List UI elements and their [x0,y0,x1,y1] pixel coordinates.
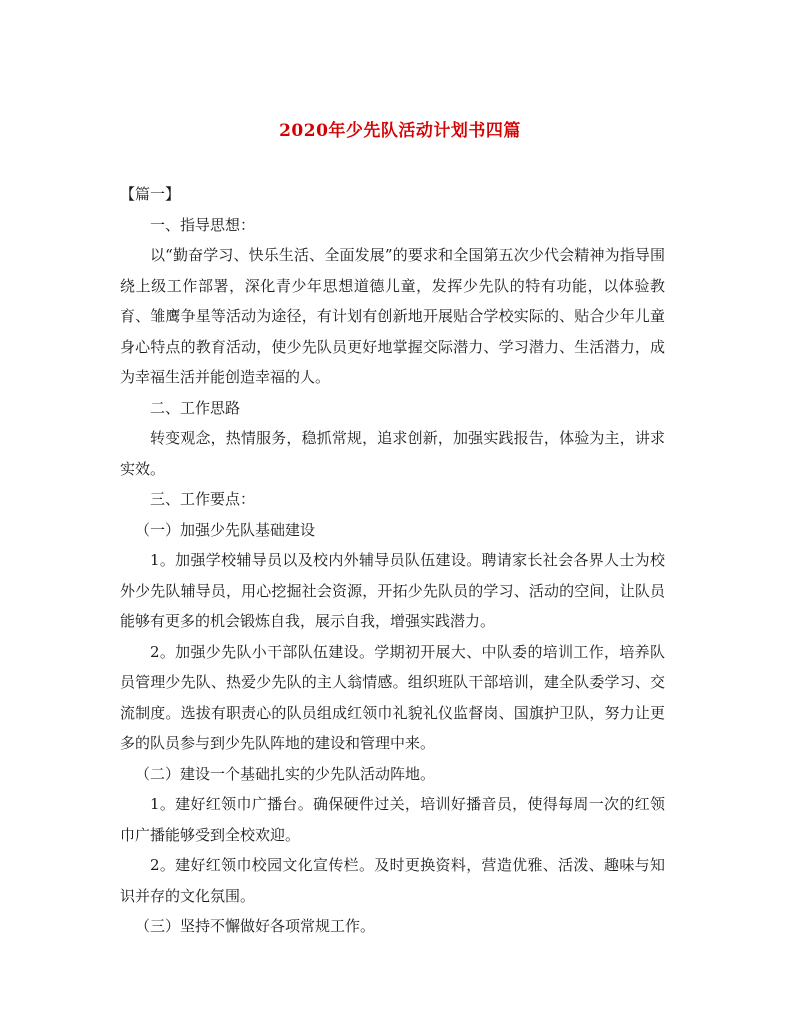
paragraph: 三、工作要点： [150,490,256,508]
paragraph: 一、指导思想： [150,215,256,234]
paragraph: 以“勤奋学习、快乐生活、全面发展”的要求和全国第五次少代会精神为指导围绕上级工作部署，深化青少年思想道德儿童，发挥少先队的特有功能，以体验教育、雏鹰争星等活动为途径，有计划有创新地开展贴合学校实际的、贴合少年儿童身心特点的教育活动，使少先队员更好地掌握交际潜力、学习潜力、生活潜力，成为幸福生活并能创造幸福的人。 [120,246,665,386]
paragraph: 1。加强学校辅导员以及校内外辅导员队伍建设。聘请家长社会各界人士为校外少先队辅导员，用心挖掘社会资源，开拓少先队员的学习、活动的空间，让队员能够有更多的机会锻炼自我，展示自我，增强实践潜力。 [120,551,665,630]
paragraph: 二、工作思路 [150,398,241,417]
paragraph: （三）坚持不懈做好各项常规工作。 [135,917,376,935]
paragraph: 1。建好红领巾广播台。确保硬件过关，培训好播音员，使得每周一次的红领巾广播能够受到全校欢迎。 [120,795,665,844]
paragraph: （一）加强少先队基础建设 [135,520,316,539]
paragraph: 转变观念，热情服务，稳抓常规，追求创新，加强实践报告，体验为主，讲求实效。 [120,429,665,478]
paragraph: 2。建好红领巾校园文化宣传栏。及时更换资料，营造优雅、活泼、趣味与知识并存的文化氛围。 [120,856,665,905]
paragraph: 【篇一】 [120,185,181,203]
document-body [120,179,665,942]
document-title: 2020年少先队活动计划书四篇 [279,121,521,141]
paragraph: 2。加强少先队小干部队伍建设。学期初开展大、中队委的培训工作，培养队员管理少先队、热爱少先队的主人翁情感。组织班队干部培训，建全队委学习、交流制度。选拔有职责心的队员组成红领巾礼貌礼仪监督岗、国旗护卫队，努力让更多的队员参与到少先队阵地的建设和管理中来。 [120,642,665,752]
paragraph: （二）建设一个基础扎实的少先队活动阵地。 [135,764,436,783]
